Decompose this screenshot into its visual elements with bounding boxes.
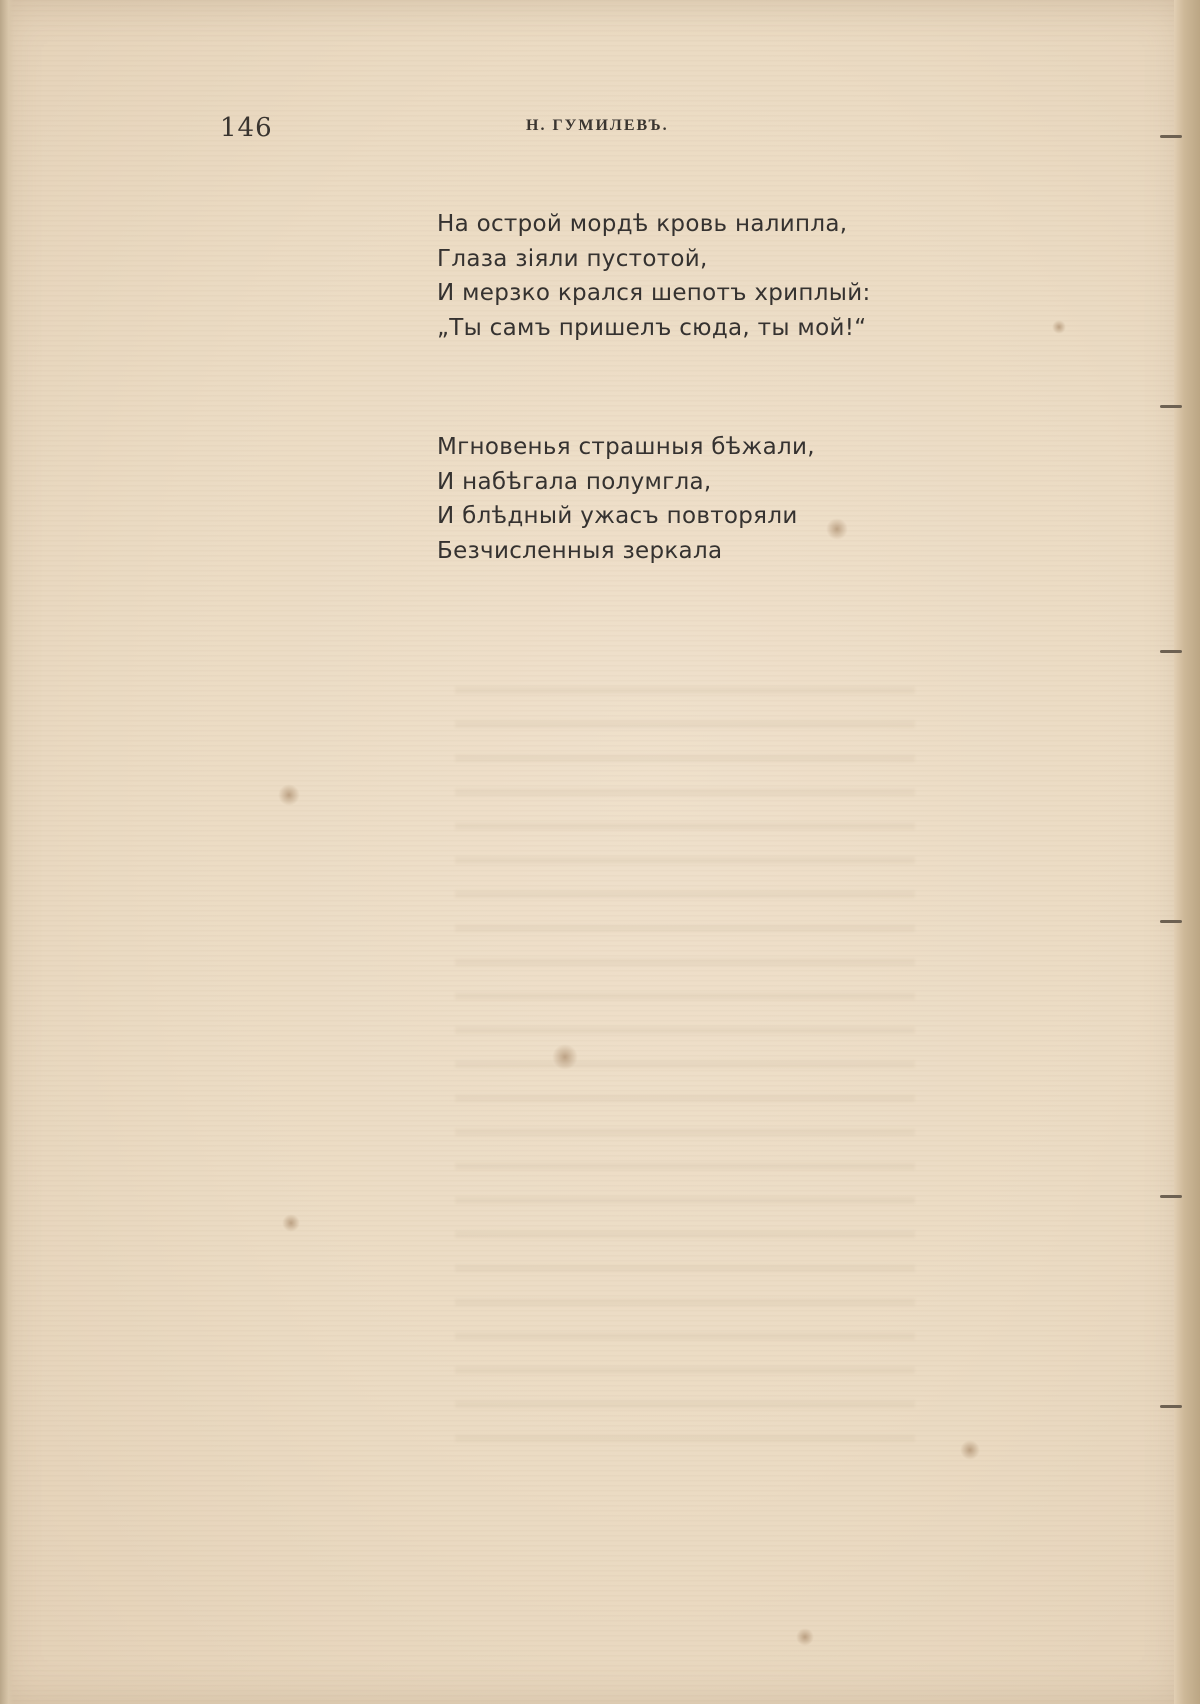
- stanza-1: [437, 207, 871, 345]
- foxing-spot: [960, 1440, 980, 1460]
- binding-stitch: [1160, 135, 1182, 138]
- page-fore-edge: [1174, 0, 1200, 1704]
- foxing-spot: [1052, 320, 1066, 334]
- poem-line: Безчисленныя зеркала: [437, 537, 723, 564]
- binding-stitch: [1160, 920, 1182, 923]
- author-name: Н. ГУМИЛЕВЪ.: [526, 117, 669, 134]
- binding-stitch: [1160, 1195, 1182, 1198]
- binding-stitch: [1160, 1405, 1182, 1408]
- poem-line: И набѣгала полумгла,: [437, 468, 712, 495]
- foxing-spot: [282, 1214, 300, 1232]
- binding-edge: [0, 0, 14, 1704]
- binding-stitch: [1160, 650, 1182, 653]
- poem-line: „Ты самъ пришелъ сюда, ты мой!“: [437, 314, 867, 341]
- poem-line: И блѣдный ужасъ повторяли: [437, 503, 798, 529]
- poem-line: На острой мордѣ кровь налипла,: [437, 211, 848, 237]
- poem-line: И мерзко крался шепотъ хриплый:: [437, 280, 871, 306]
- foxing-spot: [796, 1628, 814, 1646]
- poem-line: Мгновенья страшныя бѣжали,: [437, 434, 815, 460]
- stanza-2: [437, 430, 871, 568]
- foxing-spot: [278, 784, 300, 806]
- page-number: 146: [220, 113, 273, 143]
- binding-stitch: [1160, 405, 1182, 408]
- poem-line: Глаза зіяли пустотой,: [437, 245, 708, 272]
- bleed-through-text: [455, 660, 915, 1460]
- running-head: [220, 113, 980, 143]
- foxing-spot: [552, 1044, 578, 1070]
- poem: [437, 207, 871, 568]
